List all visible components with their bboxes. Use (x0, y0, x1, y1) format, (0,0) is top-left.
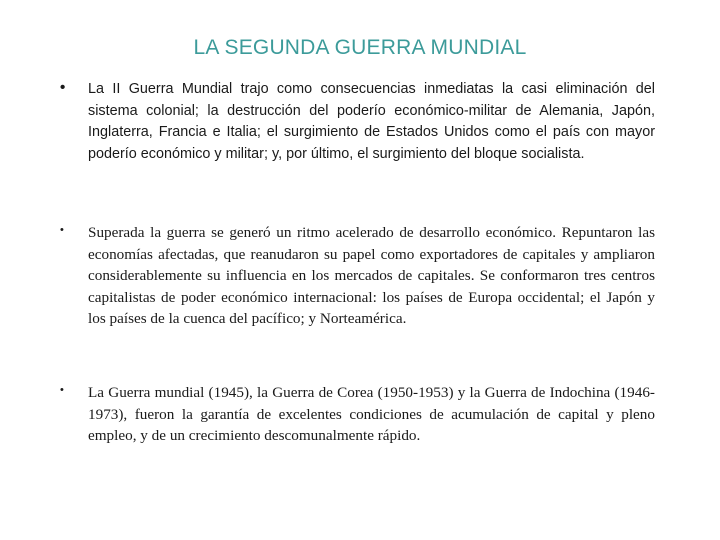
slide-title: LA SEGUNDA GUERRA MUNDIAL (193, 36, 527, 59)
bullet-text: Superada la guerra se generó un ritmo acelerado de desarrollo económico. Repuntaron las economías afectadas, que reanudaron su papel como exportadores de capitales y ampliaron considerablemente su influencia en los mercados de capitales. Se conformaron tres centros capitalistas de poder económico internacional: los países de Europa occidental; el Japón y los países de la cuenca del pacífico; y Norteamérica. (88, 224, 655, 327)
bullet-text: La Guerra mundial (1945), la Guerra de Corea (1950-1953) y la Guerra de Indochina (1946- 1973), fueron la garantía de excelentes condiciones de acumulación de capital y pleno empleo, y de un crecimiento descomunalmente rápido. (88, 384, 655, 444)
bullet-marker: • (60, 224, 64, 236)
bullet-marker: • (60, 384, 64, 396)
bullet-marker: • (60, 79, 66, 96)
bullet-text: La II Guerra Mundial trajo como consecuencias inmediatas la casi eliminación del sistema colonial; la destrucción del poderío económico-militar de Alemania, Japón, Inglaterra, Francia e Italia; el surgimiento de Estados Unidos como el país con mayor poderío económico y militar; y, por último, el surgimiento del bloque socialista. (88, 81, 655, 162)
